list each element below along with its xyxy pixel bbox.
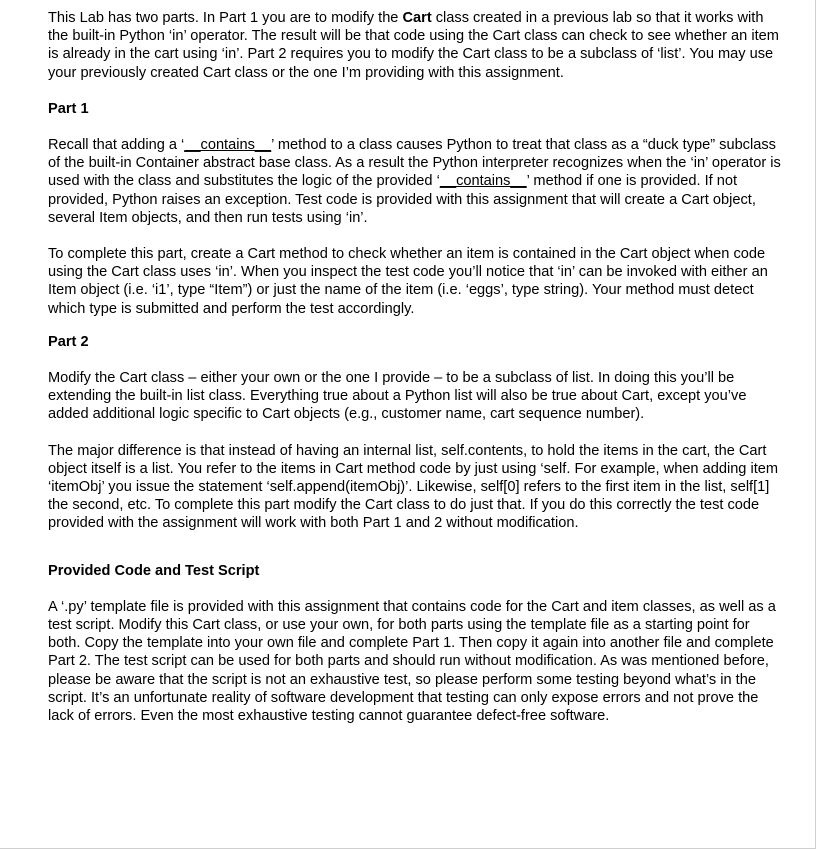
intro-cart-bold: Cart bbox=[402, 10, 432, 26]
contains-keyword: __contains__ bbox=[439, 173, 527, 190]
part1-paragraph-1 bbox=[48, 136, 783, 227]
intro-text-2: class created in a previous lab so that it works with the built-in Python ‘in’ operator. The result will be that code using the Cart class can check to see whether an item is already in the cart using ‘in’. Part 2 requires you to modify the Cart class to be a subclass of ‘list’. You may use your previously created Cart class or the one I’m providing with this assignment. bbox=[48, 10, 779, 81]
part1-p1-text-b: ’ method to a class causes Python to treat that class as a “duck type” subclass of the built-in Container abstract base class. As a result the Python interpreter recognizes when the ‘in’ operator is used with the class and substitutes the logic of the provided ‘ bbox=[48, 137, 781, 190]
intro-paragraph bbox=[48, 9, 783, 82]
contains-keyword: __contains__ bbox=[184, 137, 272, 154]
part1-heading: Part 1 bbox=[48, 100, 89, 117]
part1-p1-text-c: ’ method if one is provided. If not provided, Python raises an exception. Test code is provided with this assignment that will create a Cart object, several Item objects, and then run tests using ‘in’. bbox=[48, 173, 756, 226]
document-body bbox=[48, 9, 783, 725]
provided-code-paragraph: A ‘.py’ template file is provided with this assignment that contains code for the Cart and item classes, as well as a test script. Modify this Cart class, or use your own, for both parts using the template file as a starting point for both. Copy the template into your own file and complete Part 1. Then copy it again into another file and complete Part 2. The test script can be used for both parts and should run without modification. As was mentioned before, please be aware that the script is not an exhaustive test, so please perform some testing beyond what’s in the script. It’s an unfortunate reality of software development that testing can only expose errors and not prove the lack of errors. Even the most exhaustive testing cannot guarantee defect-free software. bbox=[48, 598, 776, 725]
part2-paragraph-1: Modify the Cart class – either your own or the one I provide – to be a subclass of list. In doing this you’ll be extending the built-in list class. Everything true about a Python list will also be true about Cart, except you’ve added additional logic specific to Cart objects (e.g., customer name, cart sequence number). bbox=[48, 370, 747, 423]
part2-heading: Part 2 bbox=[48, 333, 89, 350]
part1-p1-text-a: Recall that adding a ‘ bbox=[48, 137, 185, 154]
part1-paragraph-2: To complete this part, create a Cart method to check whether an item is contained in the Cart object when code using the Cart class uses ‘in’. When you inspect the test code you’ll notice that ‘in’ can be invoked with either an Item object (i.e. ‘i1’, type “Item”) or just the name of the item (i.e. ‘eggs’, type string). Your method must detect which type is submitted and perform the test accordingly. bbox=[48, 246, 768, 317]
part2-paragraph-2: The major difference is that instead of having an internal list, self.contents, to hold the items in the cart, the Cart object itself is a list. You refer to the items in Cart method code by just using ‘self. For example, when adding item ‘itemObj’ you issue the statement ‘self.append(itemObj)’. Likewise, self[0] refers to the first item in the list, self[1] the second, etc. To complete this part modify the Cart class to do just that. If you do this correctly the test code provided with the assignment will work with both Part 1 and 2 without modification. bbox=[48, 442, 779, 532]
provided-code-heading: Provided Code and Test Script bbox=[48, 562, 260, 579]
intro-text-1: This Lab has two parts. In Part 1 you are to modify the bbox=[48, 10, 403, 26]
